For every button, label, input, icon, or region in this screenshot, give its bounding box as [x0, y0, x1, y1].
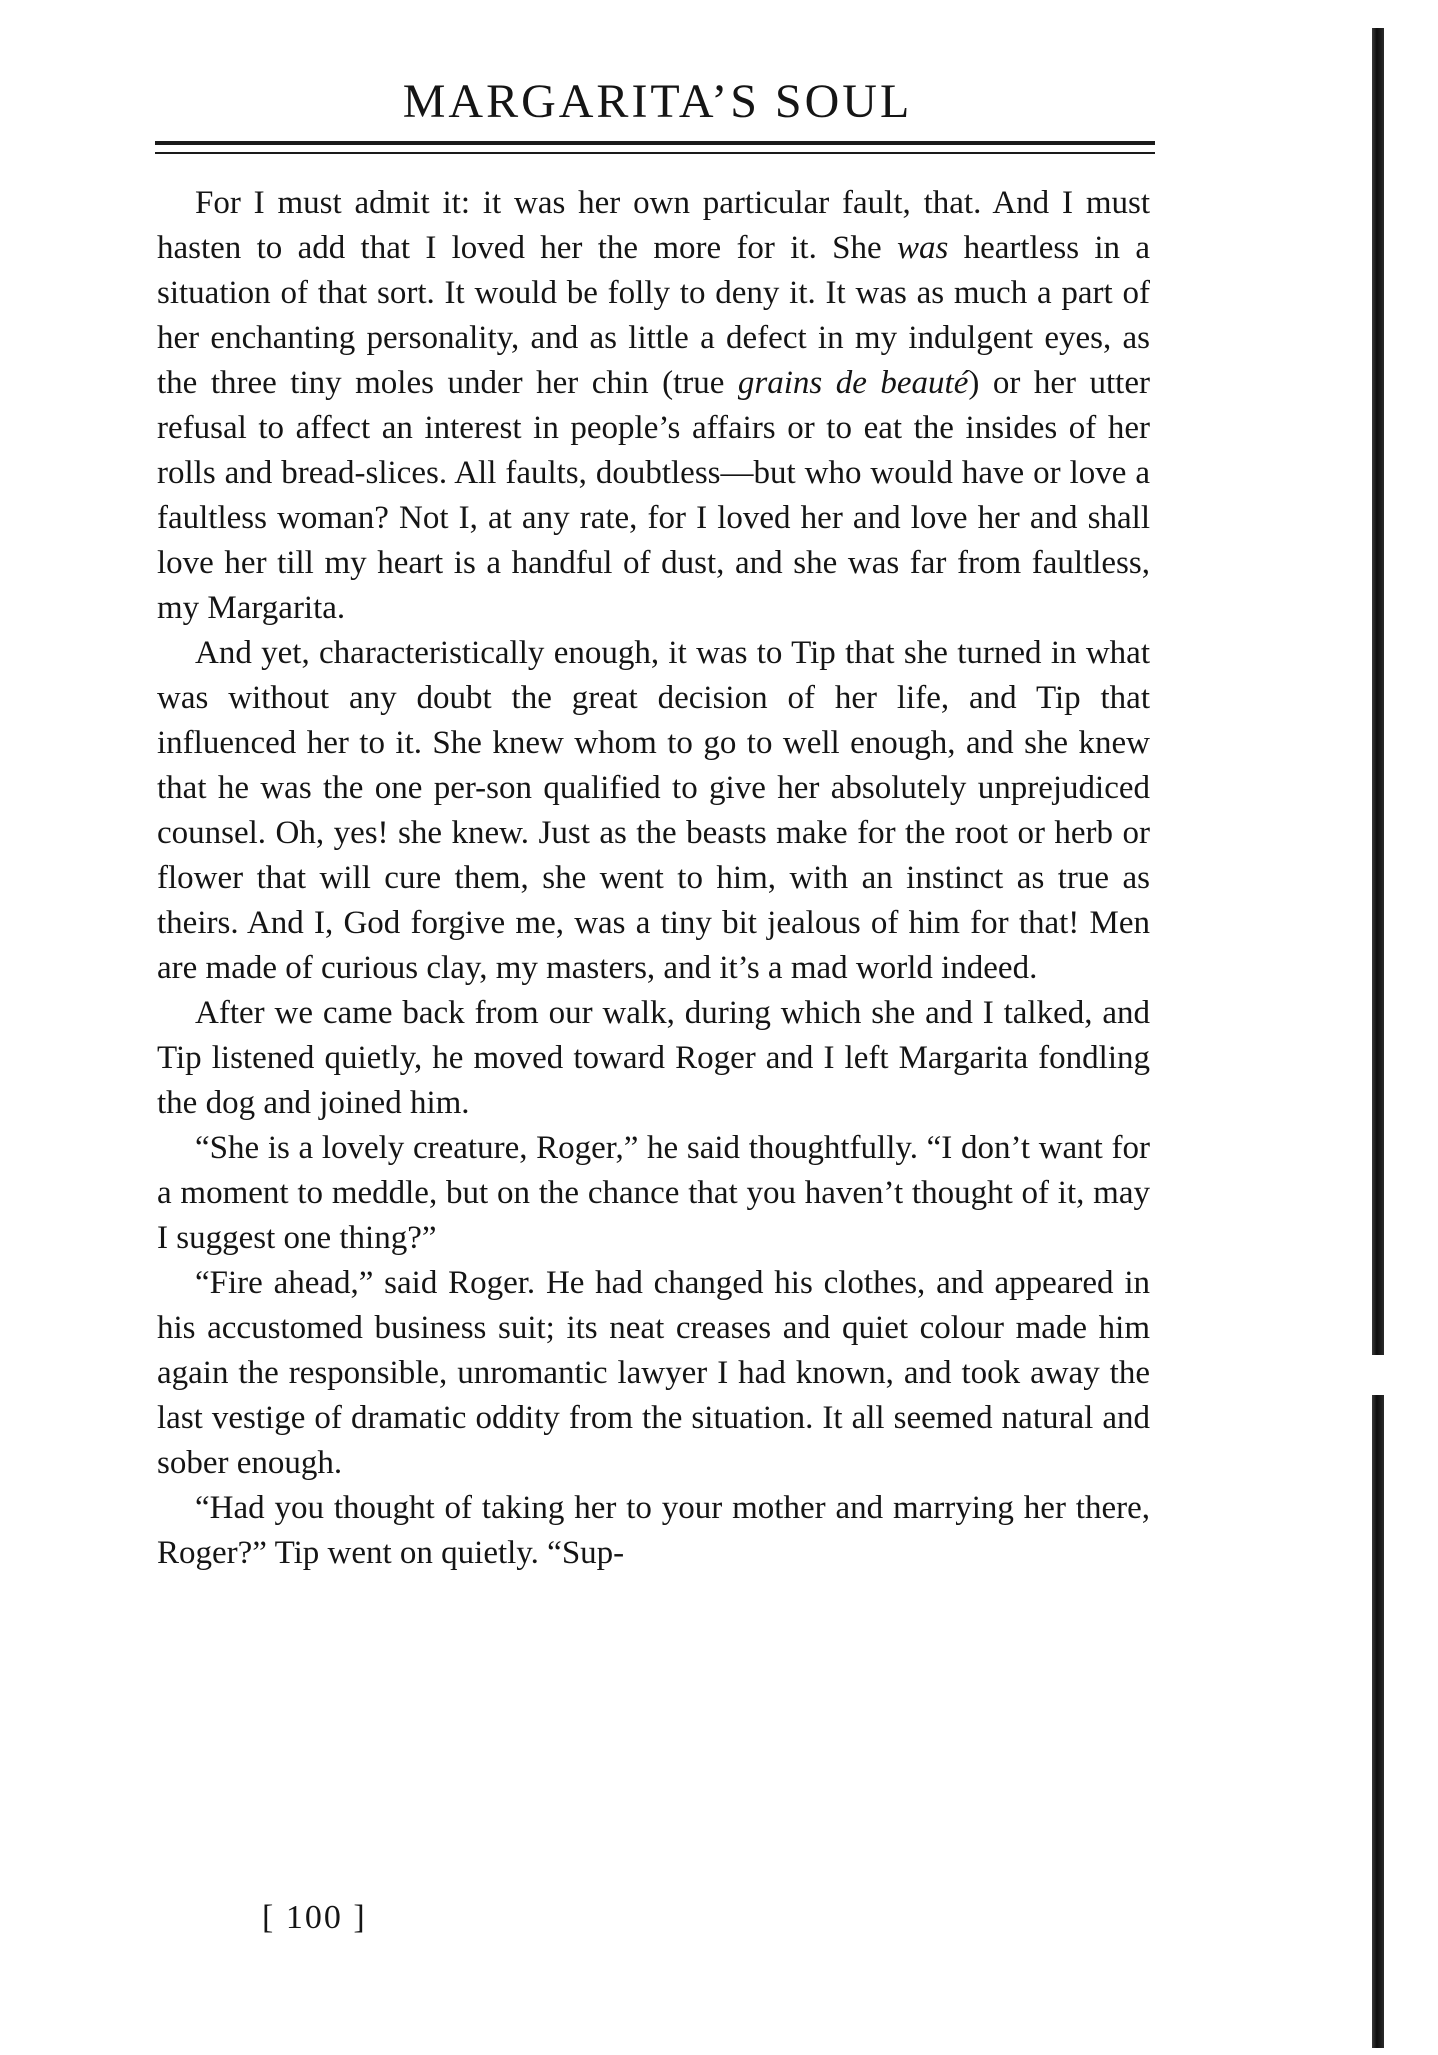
paragraph-4: “She is a lovely creature, Roger,” he said thoughtfully. “I don’t want for a moment to meddle, but on the chance that you haven’t thought of it, may I suggest one thing?”: [157, 1130, 1150, 1256]
paragraph-1-text-b: heartless in a situation of that sort. It would be folly to deny it. It was as much a part of her enchanting personality, and as little a defect in my indulgent eyes, as the three tiny moles under her chin (true: [157, 230, 1150, 401]
paragraph-1-text-a: For I must admit it: it was her own particular fault, that. And I must hasten to add that I loved her the more for it. She: [157, 185, 1150, 266]
header-rule-thin: [155, 152, 1155, 154]
paragraph-1-emphasis-grains: grains de beauté: [737, 365, 969, 401]
binding-edge-shadow: [1372, 28, 1384, 2048]
paragraph-2: And yet, characteristically enough, it was to Tip that she turned in what was without any doubt the great decision of her life, and Tip that influenced her to it. She knew whom to go to well enough, and she knew that he was the one per-son qualified to give her absolutely unprejudiced counsel. Oh, yes! she knew. Just as the beasts make for the root or herb or flower that will cure them, she went to him, with an instinct as true as theirs. And I, God forgive me, was a tiny bit jealous of him for that! Men are made of curious clay, my masters, and it’s a mad world indeed.: [157, 635, 1150, 986]
paragraph-3: After we came back from our walk, during which she and I talked, and Tip listened quietly, he moved toward Roger and I left Margarita fondling the dog and joined him.: [157, 995, 1150, 1121]
binding-edge-gap: [1370, 1355, 1386, 1395]
paragraph-1-text-c: ) or her utter refusal to affect an interest in people’s affairs or to eat the insides of her rolls and bread-slices. All faults, doubtless—but who would have or love a faultless woman? Not I, at any rate, for I loved her and love her and shall love her till my heart is a handful of dust, and she was far from faultless, my Margarita.: [157, 365, 1150, 626]
paragraph-5: “Fire ahead,” said Roger. He had changed his clothes, and appeared in his accustomed business suit; its neat creases and quiet colour made him again the responsible, unromantic lawyer I had known, and took away the last vestige of dramatic oddity from the situation. It all seemed natural and sober enough.: [157, 1265, 1150, 1481]
header-rule-thick: [155, 141, 1155, 145]
page-number: [ 100 ]: [262, 1899, 367, 1936]
body-text: [157, 181, 1150, 1576]
running-head-title: MARGARITA’S SOUL: [402, 75, 913, 128]
paragraph-1: [157, 181, 1150, 631]
paragraph-1-emphasis-was: was: [896, 230, 949, 266]
paragraph-6: “Had you thought of taking her to your mother and marrying her there, Roger?” Tip went on quietly. “Sup-: [157, 1490, 1150, 1571]
